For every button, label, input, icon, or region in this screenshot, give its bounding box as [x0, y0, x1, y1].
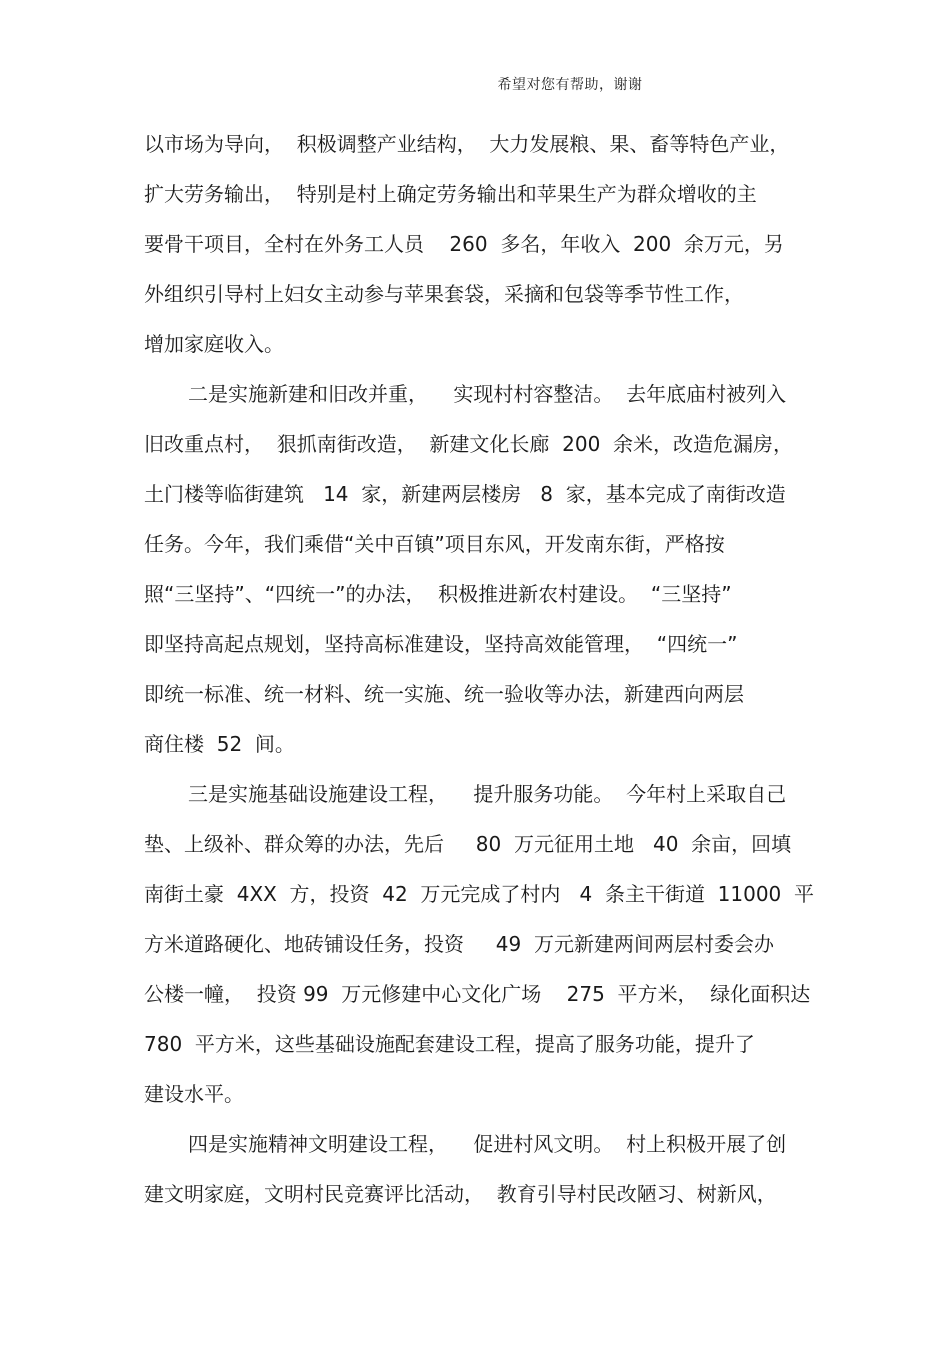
- text-line: 公楼一幢， 投资 99 万元修建中心文化广场 275 平方米， 绿化面积达: [144, 982, 811, 1006]
- text-line: 旧改重点村， 狠抓南街改造， 新建文化长廊 200 余米，改造危漏房，: [144, 432, 794, 456]
- text-line: 扩大劳务输出， 特别是村上确定劳务输出和苹果生产为群众增收的主: [144, 182, 757, 206]
- text-line: 建设水平。: [144, 1082, 244, 1106]
- text-line: 外组织引导村上妇女主动参与苹果套袋，采摘和包袋等季节性工作，: [144, 282, 744, 306]
- text-line: 要骨干项目，全村在外务工人员 260 多名，年收入 200 余万元，另: [144, 232, 784, 256]
- text-line: 建文明家庭，文明村民竞赛评比活动， 教育引导村民改陋习、树新风，: [144, 1182, 777, 1206]
- paragraph-spiritual-civilization: [144, 1124, 824, 1224]
- paragraph-market-orientation: [144, 124, 824, 374]
- text-line: 780 平方米，这些基础设施配套建设工程，提高了服务功能，提升了: [144, 1032, 755, 1056]
- text-line: 垫、上级补、群众筹的办法，先后 80 万元征用土地 40 余亩，回填: [144, 832, 792, 856]
- text-line: 土门楼等临街建筑 14 家，新建两层楼房 8 家，基本完成了南街改造: [144, 482, 786, 506]
- text-line: 照“三坚持”、“四统一”的办法， 积极推进新农村建设。 “三坚持”: [144, 582, 732, 606]
- text-line: 方米道路硬化、地砖铺设任务，投资 49 万元新建两间两层村委会办: [144, 932, 774, 956]
- text-line: 即统一标准、统一材料、统一实施、统一验收等办法，新建西向两层: [144, 682, 744, 706]
- text-line: 以市场为导向， 积极调整产业结构， 大力发展粮、果、畜等特色产业，: [144, 132, 790, 156]
- text-line: 二是实施新建和旧改并重， 实现村村容整洁。 去年底庙村被列入: [188, 382, 787, 406]
- paragraph-new-build-renovation: [144, 374, 824, 774]
- text-line: 增加家庭收入。: [144, 332, 284, 356]
- header-note: 希望对您有帮助，谢谢: [497, 77, 643, 93]
- text-line: 南街土豪 4XX 方，投资 42 万元完成了村内 4 条主干街道 11000 平: [144, 882, 814, 906]
- text-line: 三是实施基础设施建设工程， 提升服务功能。 今年村上采取自己: [188, 782, 787, 806]
- paragraph-infrastructure: [144, 774, 824, 1124]
- document-body: [144, 124, 824, 1224]
- text-line: 任务。今年，我们乘借“关中百镇”项目东风，开发南东街，严格按: [144, 532, 725, 556]
- text-line: 四是实施精神文明建设工程， 促进村风文明。 村上积极开展了创: [188, 1132, 787, 1156]
- text-line: 商住楼 52 间。: [144, 732, 295, 756]
- text-line: 即坚持高起点规划，坚持高标准建设，坚持高效能管理， “四统一”: [144, 632, 738, 656]
